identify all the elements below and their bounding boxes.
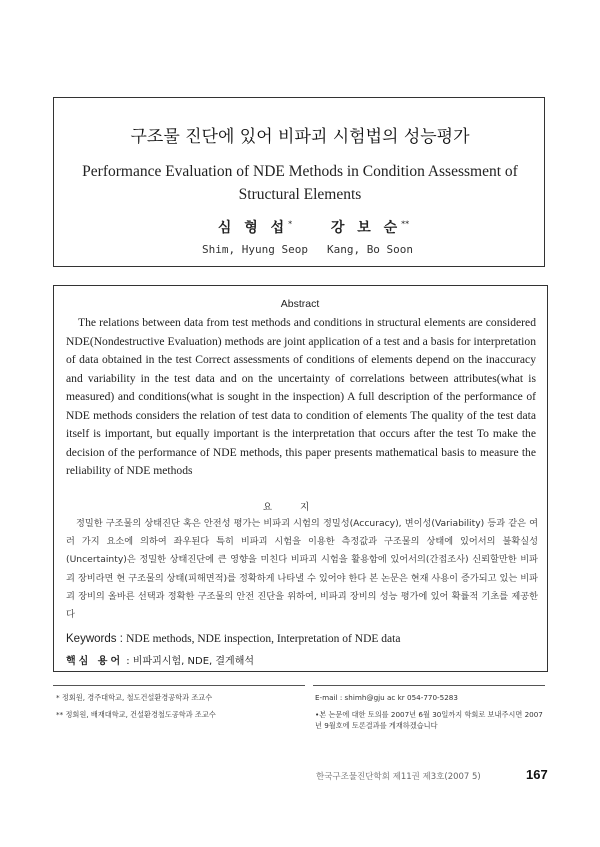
footnote-author-1: * 정회원, 경주대학교, 철도건설환경공학과 조교수 <box>56 693 213 702</box>
author-1-mark: * <box>288 219 293 229</box>
page-number: 167 <box>526 767 548 782</box>
keywords-label: Keywords <box>66 633 117 645</box>
footnote-rule-right <box>313 685 545 686</box>
paper-title-english: Performance Evaluation of NDE Methods in Condition Assessment of Structural Elements <box>82 163 518 203</box>
keywords-english: Keywords : NDE methods, NDE inspection, Interpretation of NDE data <box>66 633 401 645</box>
summary-korean-heading: 요지 <box>262 502 338 513</box>
keywords-korean-value: 비파괴시험, NDE, 결게해석 <box>132 656 255 667</box>
author-1 <box>180 217 330 256</box>
paper-title-korean: 구조물 진단에 있어 비파괴 시험법의 성능평가 <box>130 127 470 147</box>
journal-footer: 한국구조물진단학회 제11권 제3호(2007 5) <box>316 772 481 782</box>
abstract-text: The relations between data from test methods and conditions in structural elements are considered NDE(Nondestructive Evaluation) methods are joint application of a test and a basis for interpretation of data obtained in the test Correct assessments of conditions of elements depend on the inaccuracy and variability in the test data and on the uncertainty of correlations between attributes(what is measured) and conditions(what is sought in the inspection) A full description of the performance of NDE methods considers the relation of test data to condition of elements The quality of the test data itself is important, but equally important is the interpretation that occurs after the test To make the decision of the performance of NDE methods, this paper presents mathematical basis to measure the reliability of NDE methods <box>66 316 536 477</box>
author-1-name-english: Shim, Hyung Seop <box>202 243 308 256</box>
summary-korean-text: 정밀한 구조물의 상태진단 혹은 안전성 평가는 비파괴 시험의 정밀성(Accuracy), 변이성(Variability) 등과 같은 여러 가지 요소에 의하여 좌우된다 특히 비파괴 시험을 이용한 측정값과 구조물의 상태에 있어서의 불확실성(Uncertainty)은 정밀한 상태진단에 큰 영향을 미친다 비파괴 시험을 활용함에 있어서의(간접조사) 신뢰할만한 비파괴 장비라면 현 구조물의 상태(피해면적)를 정확하게 나타낼 수 있어야 한다 본 논문은 현재 사용이 증가되고 있는 비파괴 장비의 올바른 선택과 정확한 구조물의 안전 진단을 위하여, 비파괴 장비의 성능 평가에 있어 확률적 기초를 제공한다 <box>66 518 538 621</box>
author-2-mark: ** <box>401 219 410 229</box>
footnote-author-2: ** 정회원, 배재대학교, 건설환경철도공학과 조교수 <box>56 710 216 719</box>
abstract-heading: Abstract <box>280 298 320 310</box>
footnote-rule-left <box>53 685 305 686</box>
keywords-korean-label: 핵심 용어 <box>66 656 124 667</box>
author-2 <box>310 217 430 256</box>
keywords-korean: 핵심 용어 : 비파괴시험, NDE, 결게해석 <box>66 656 255 667</box>
footnote-discussion-notice: •본 논문에 대한 토의를 2007년 6월 30일까지 학회로 보내주시면 2007년 9월호에 토론결과를 게재하겠습니다 <box>315 710 543 730</box>
footnote-email: E-mail : shimh@gju ac kr 054-770-5283 <box>315 693 458 702</box>
keywords-value: NDE methods, NDE inspection, Interpretation of NDE data <box>126 633 401 645</box>
author-2-name-english: Kang, Bo Soon <box>326 243 414 256</box>
author-2-name-korean: 강 보 순** <box>330 219 410 236</box>
author-1-name-korean: 심 형 섭* <box>217 219 293 236</box>
